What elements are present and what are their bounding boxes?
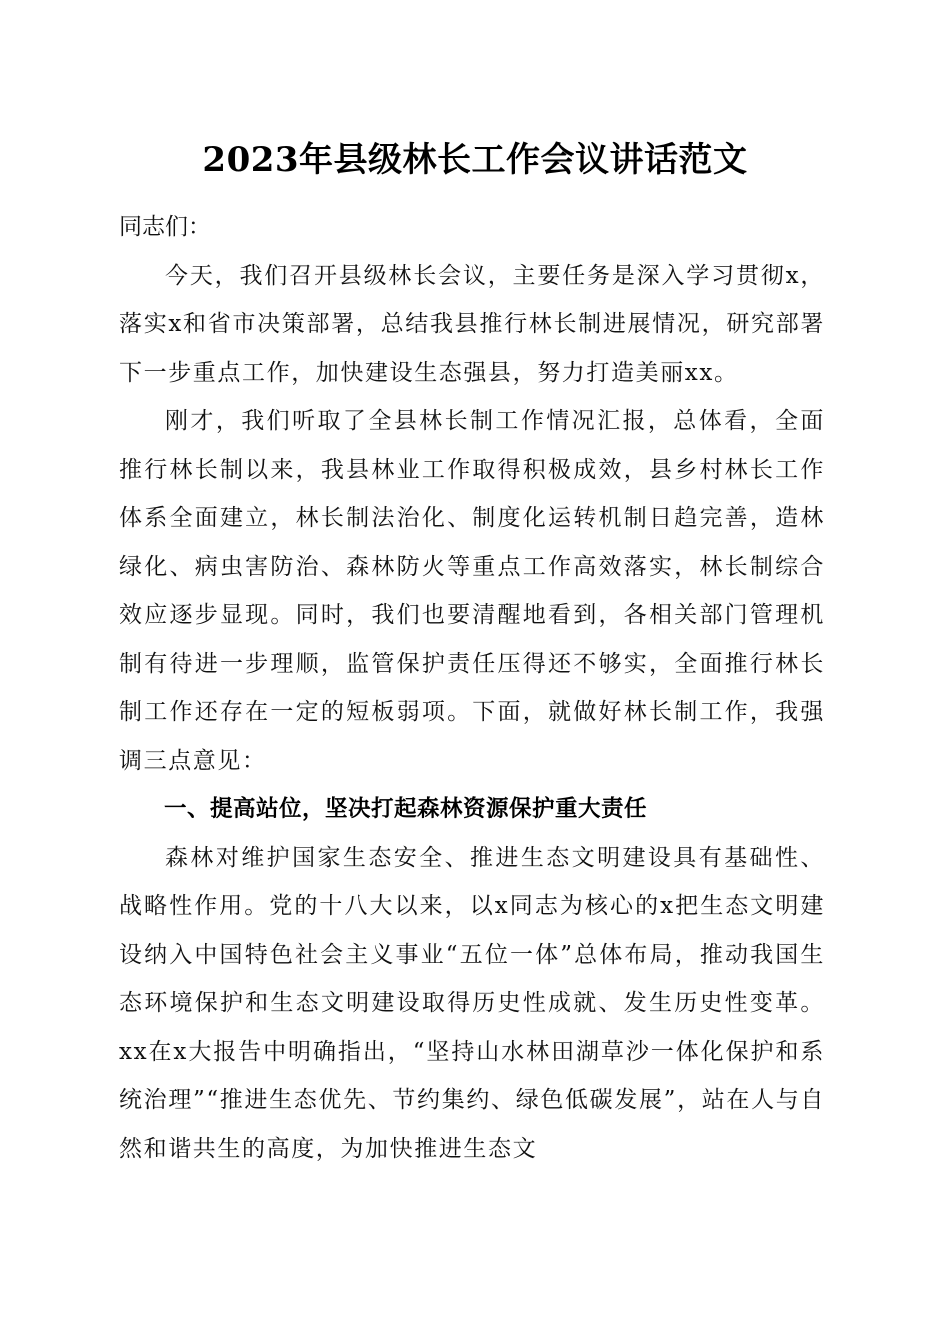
section-heading: 一、提高站位，坚决打起森林资源保护重大责任	[164, 796, 648, 822]
paragraph-section-one: 森林对维护国家生态安全、推进生态文明建设具有基础性、战略性作用。党的十八大以来，以x同志为核心的x把生态文明建设纳入中国特色社会主义事业“五位一体”总体布局，推动我国生态环境保护和生态文明建设取得历史性成就、发生历史性变革。xx在x大报告中明确指出，“坚持山水林田湖草沙一体化保护和系统治理”“推进生态优先、节约集约、绿色低碳发展”，站在人与自然和谐共生的高度，为加快推进生态文	[119, 844, 825, 1162]
document-title: 2023年县级林长工作会议讲话范文	[202, 140, 748, 180]
paragraph-summary: 刚才，我们听取了全县林长制工作情况汇报，总体看，全面推行林长制以来，我县林业工作取得积极成效，县乡村林长工作体系全面建立，林长制法治化、制度化运转机制日趋完善，造林绿化、病虫害防治、森林防火等重点工作高效落实，林长制综合效应逐步显现。同时，我们也要清醒地看到，各相关部门管理机制有待进一步理顺，监管保护责任压得还不够实，全面推行林长制工作还存在一定的短板弱项。下面，就做好林长制工作，我强调三点意见：	[119, 408, 825, 774]
document-body	[119, 203, 825, 1173]
paragraph-opening: 今天，我们召开县级林长会议，主要任务是深入学习贯彻x，落实x和省市决策部署，总结我县推行林长制进展情况，研究部署下一步重点工作，加快建设生态强县，努力打造美丽xx。	[119, 262, 825, 386]
salutation: 同志们：	[119, 214, 211, 240]
